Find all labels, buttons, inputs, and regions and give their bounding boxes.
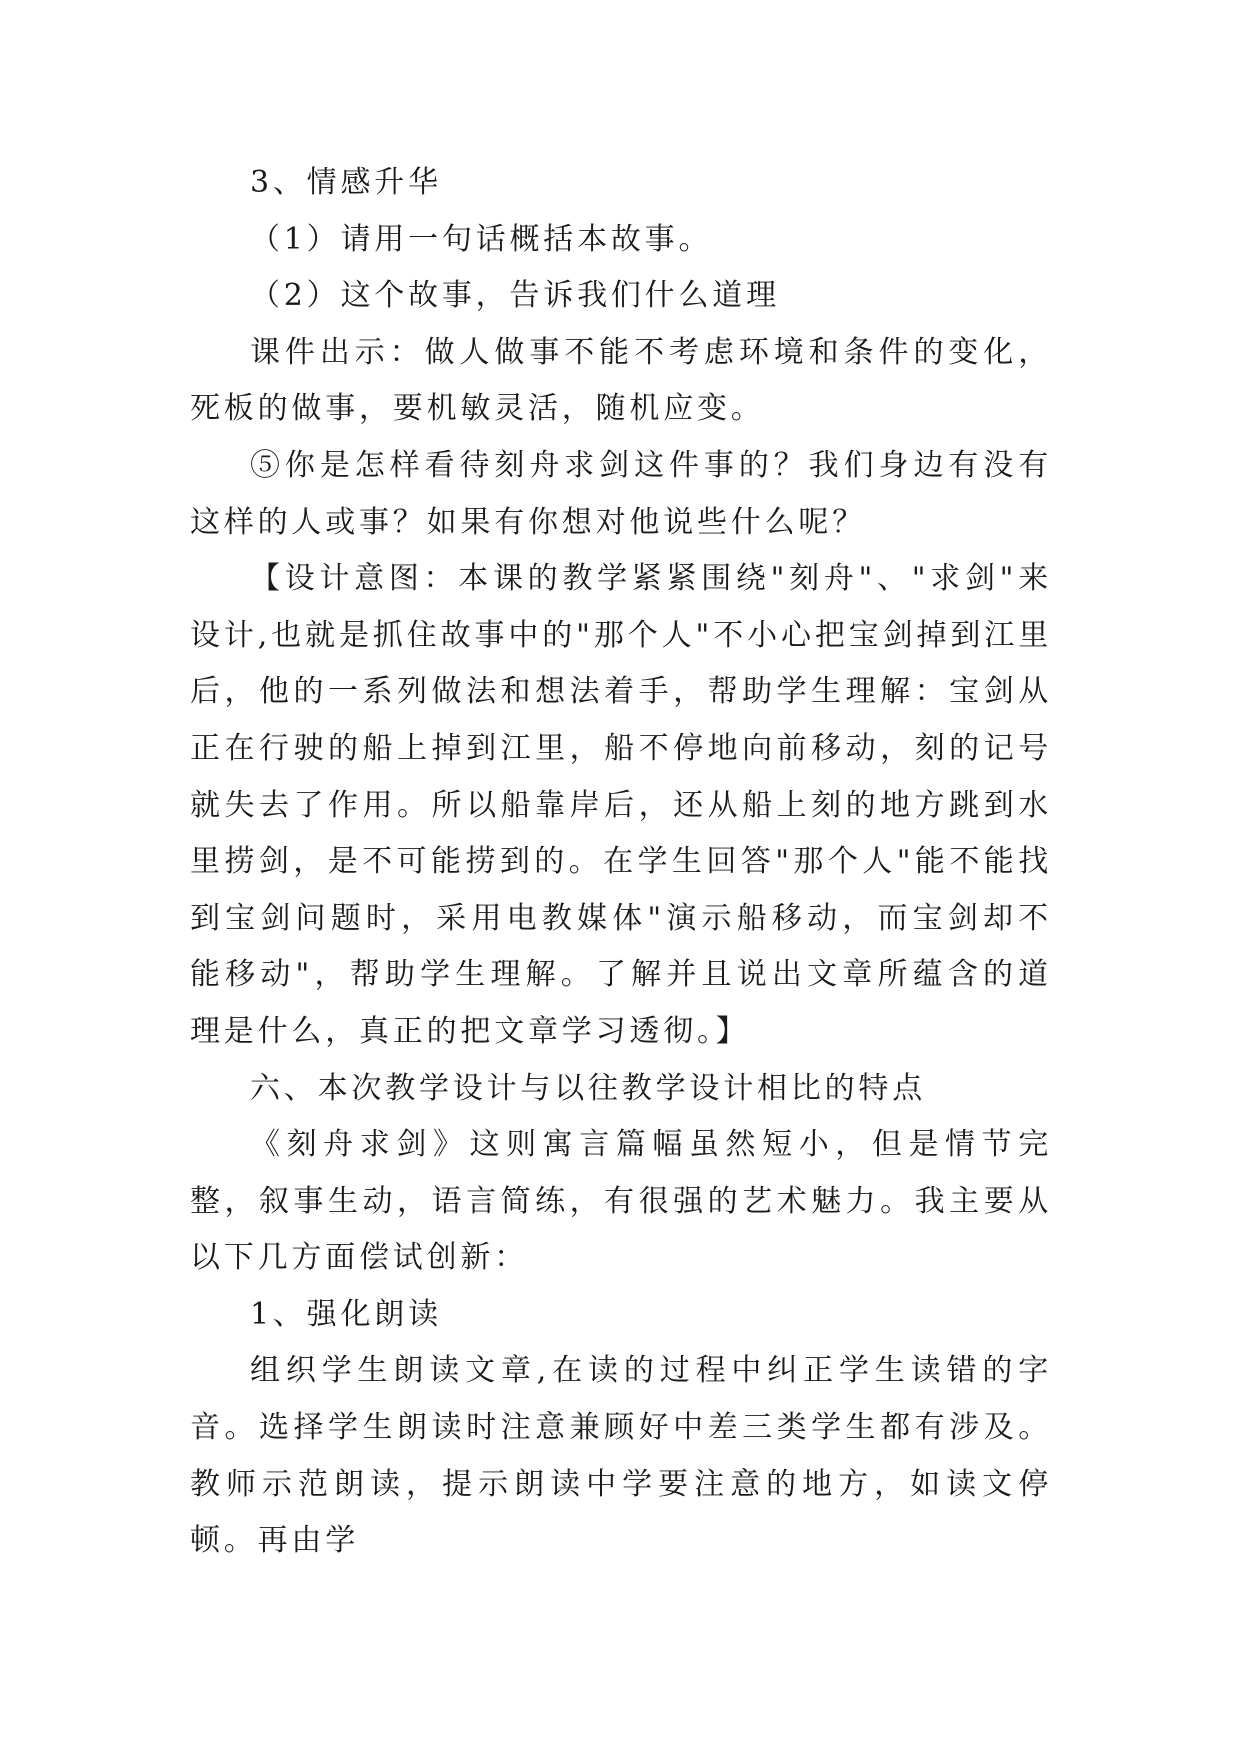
design-intent-paragraph: 【设计意图：本课的教学紧紧围绕"刻舟"、"求剑"来设计,也就是抓住故事中的"那个人"不小心把宝剑掉到江里后，他的一系列做法和想法着手，帮助学生理解：宝剑从正在行驶的船上掉到江里，船不停地向前移动，刻的记号就失去了作用。所以船靠岸后，还从船上刻的地方跳到水里捞剑，是不可能捞到的。在学生回答"那个人"能不能找到宝剑问题时，采用电教媒体"演示船移动，而宝剑却不能移动"，帮助学生理解。了解并且说出文章所蕴含的道理是什么，真正的把文章学习透彻。】 [190, 561, 1052, 1049]
section-heading-features: 六、本次教学设计与以往教学设计相比的特点 [250, 1070, 926, 1106]
section-heading-emotion: 3、情感升华 [250, 165, 442, 200]
question-5-paragraph: ⑤你是怎样看待刻舟求剑这件事的？我们身边有没有这样的人或事？如果有你想对他说些什么呢？ [190, 447, 1052, 540]
courseware-paragraph: 课件出示：做人做事不能不考虑环境和条件的变化，死板的做事，要机敏灵活，随机应变。 [190, 334, 1052, 427]
fable-intro-paragraph: 《刻舟求剑》这则寓言篇幅虽然短小，但是情节完整，叙事生动，语言简练，有很强的艺术魅力。我主要从以下几方面偿试创新： [190, 1127, 1052, 1276]
document-body [190, 155, 1052, 1570]
question-1: （1）请用一句话概括本故事。 [250, 221, 713, 257]
reading-paragraph: 组织学生朗读文章,在读的过程中纠正学生读错的字音。选择学生朗读时注意兼顾好中差三类学生都有涉及。教师示范朗读，提示朗读中学要注意的地方，如读文停顿。再由学 [190, 1353, 1052, 1559]
subheading-reading: 1、强化朗读 [250, 1296, 442, 1332]
question-2: （2）这个故事，告诉我们什么道理 [250, 278, 780, 314]
